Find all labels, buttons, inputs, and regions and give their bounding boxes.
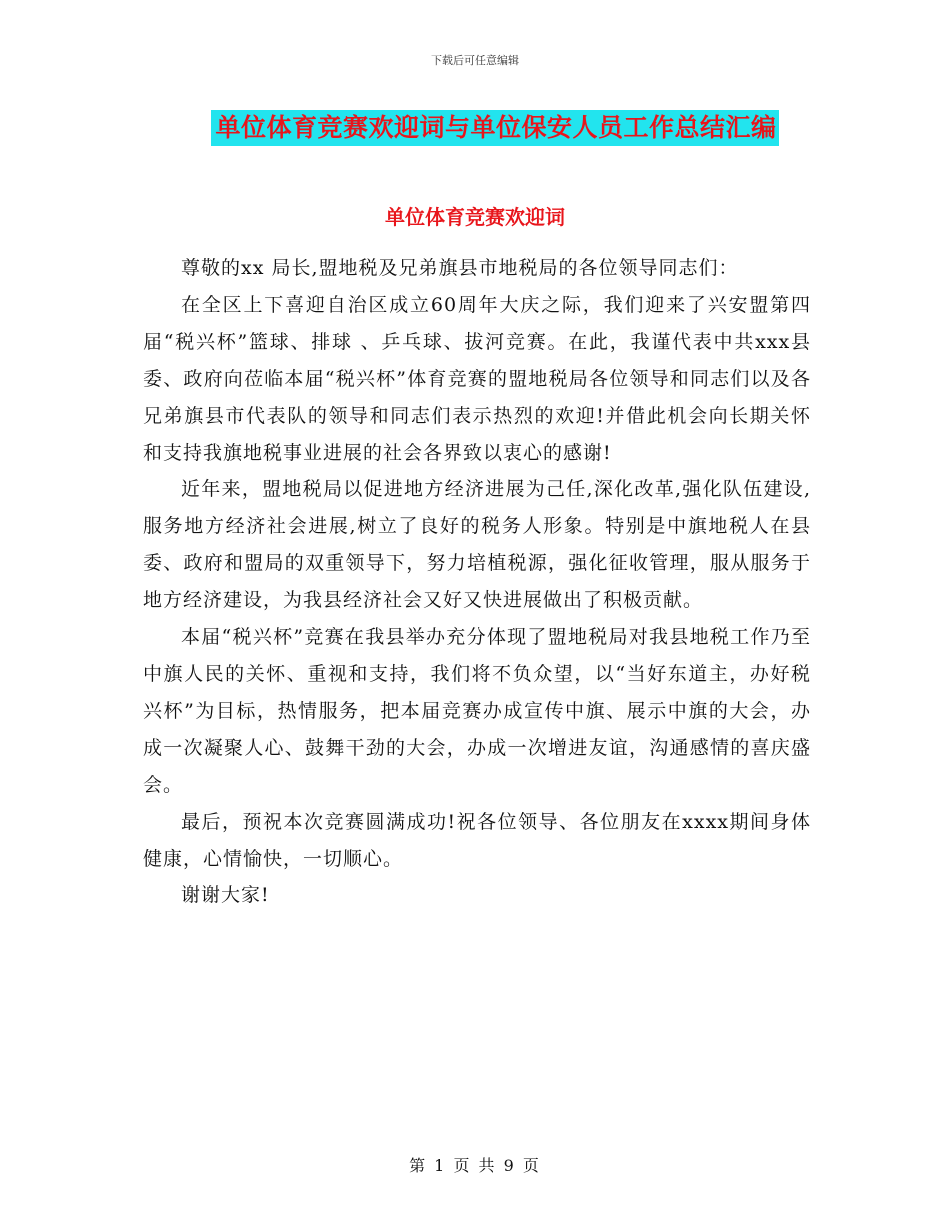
- document-body: [143, 250, 811, 914]
- section-title: 单位体育竞赛欢迎词: [385, 205, 565, 229]
- closing-paragraph: 谢谢大家!: [181, 884, 270, 907]
- document-title: 单位体育竞赛欢迎词与单位保安人员工作总结汇编: [211, 110, 778, 146]
- header-note: 下载后可任意编辑: [431, 54, 519, 67]
- body-paragraph: 本届“税兴杯”竞赛在我县举办充分体现了盟地税局对我县地税工作乃至中旗人民的关怀、重视和支持，我们将不负众望，以“当好东道主，办好税兴杯”为目标，热情服务，把本届竞赛办成宣传中旗、展示中旗的大会，办成一次凝聚人心、鼓舞干劲的大会，办成一次增进友谊，沟通感情的喜庆盛会。: [143, 626, 811, 796]
- salutation-paragraph: 尊敬的xx 局长,盟地税及兄弟旗县市地税局的各位领导同志们：: [181, 257, 739, 279]
- page-indicator: 第 1 页 共 9 页: [409, 1156, 541, 1175]
- main-title-container: [0, 110, 950, 146]
- body-paragraph: 近年来，盟地税局以促进地方经济进展为己任,深化改革,强化队伍建设,服务地方经济社会进展,树立了良好的税务人形象。特别是中旗地税人在县委、政府和盟局的双重领导下，努力培植税源，强化征收管理，服从服务于地方经济建设，为我县经济社会又好又快进展做出了积极贡献。: [143, 478, 811, 612]
- body-paragraph: 最后，预祝本次竞赛圆满成功!祝各位领导、各位朋友在xxxx期间身体健康，心情愉快，一切顺心。: [143, 810, 811, 870]
- body-paragraph: 在全区上下喜迎自治区成立60周年大庆之际，我们迎来了兴安盟第四届“税兴杯”篮球、排球 、乒乓球、拔河竞赛。在此，我谨代表中共xxx县委、政府向莅临本届“税兴杯”体育竞赛的盟地税局各位领导和同志们以及各兄弟旗县市代表队的领导和同志们表示热烈的欢迎!并借此机会向长期关怀和支持我旗地税事业进展的社会各界致以衷心的感谢!: [143, 293, 811, 464]
